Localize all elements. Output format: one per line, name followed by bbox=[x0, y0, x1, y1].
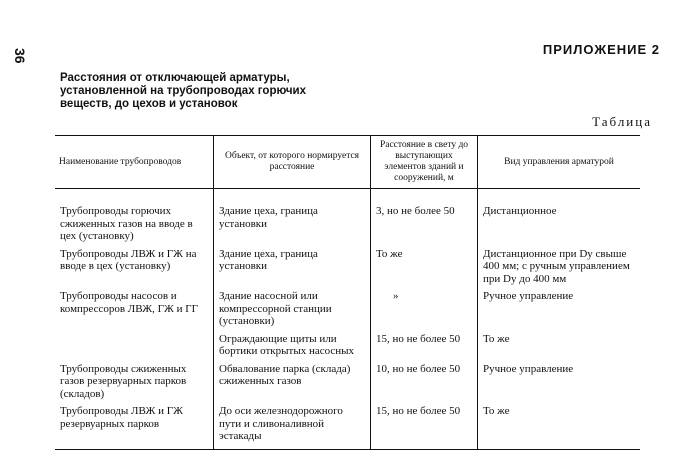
cell-object: Здание цеха, граница установки bbox=[214, 189, 371, 246]
appendix-title: ПРИЛОЖЕНИЕ 2 bbox=[542, 42, 660, 57]
cell-pipeline: Трубопроводы ЛВЖ и ГЖ резервуарных парков bbox=[55, 403, 214, 449]
column-header-object: Объект, от которого нормируется расстояние bbox=[214, 136, 371, 189]
cell-object: До оси железнодорожного пути и сливоналивной эстакады bbox=[214, 403, 371, 449]
cell-distance: То же bbox=[371, 246, 478, 289]
document-heading: Расстояния от отключающей арматуры, установленной на трубопроводах горючих веществ, до цехов и установок bbox=[60, 72, 307, 110]
cell-control: Дистанционное при Dу свыше 400 мм; с ручным управлением при Dу до 400 мм bbox=[478, 246, 641, 289]
table-row bbox=[55, 246, 640, 289]
cell-control: То же bbox=[478, 403, 641, 449]
cell-object: Здание цеха, граница установки bbox=[214, 246, 371, 289]
cell-object: Обвалование парка (склада) сжиженных газов bbox=[214, 361, 371, 404]
column-header-distance: Расстояние в свету до выступающих элементов зданий и сооружений, м bbox=[371, 136, 478, 189]
table-header-row bbox=[55, 136, 640, 189]
cell-distance: » bbox=[371, 288, 478, 331]
cell-object: Ограждающие щиты или бортики открытых насосных bbox=[214, 331, 371, 361]
table-row bbox=[55, 403, 640, 449]
column-header-control: Вид управления арматурой bbox=[478, 136, 641, 189]
cell-distance: 10, но не более 50 bbox=[371, 361, 478, 404]
distance-table bbox=[55, 135, 640, 450]
table-label: Таблица bbox=[592, 114, 652, 129]
cell-control: Ручное управление bbox=[478, 361, 641, 404]
cell-pipeline: Трубопроводы сжиженных газов резервуарных парков (складов) bbox=[60, 362, 187, 400]
cell-object: Здание насосной или компрессорной станции (установки) bbox=[214, 288, 371, 331]
cell-distance: 15, но не более 50 bbox=[371, 403, 478, 449]
cell-pipeline: Трубопроводы горючих сжиженных газов на вводе в цех (установку) bbox=[60, 205, 193, 242]
table-row bbox=[55, 361, 640, 404]
cell-pipeline bbox=[55, 331, 214, 361]
table-row bbox=[55, 331, 640, 361]
table-row bbox=[55, 288, 640, 331]
cell-pipeline: Трубопроводы ЛВЖ и ГЖ на вводе в цех (установку) bbox=[60, 247, 197, 272]
table-row bbox=[55, 189, 640, 246]
page-number: 36 bbox=[12, 48, 28, 64]
column-header-pipeline: Наименование трубопроводов bbox=[55, 136, 214, 189]
cell-control: То же bbox=[478, 331, 641, 361]
cell-control: Дистанционное bbox=[478, 189, 641, 246]
cell-control: Ручное управление bbox=[478, 288, 641, 331]
cell-pipeline: Трубопроводы насосов и компрессоров ЛВЖ, ГЖ и ГГ bbox=[60, 290, 198, 315]
cell-distance: 15, но не более 50 bbox=[371, 331, 478, 361]
cell-distance: 3, но не более 50 bbox=[371, 189, 478, 246]
